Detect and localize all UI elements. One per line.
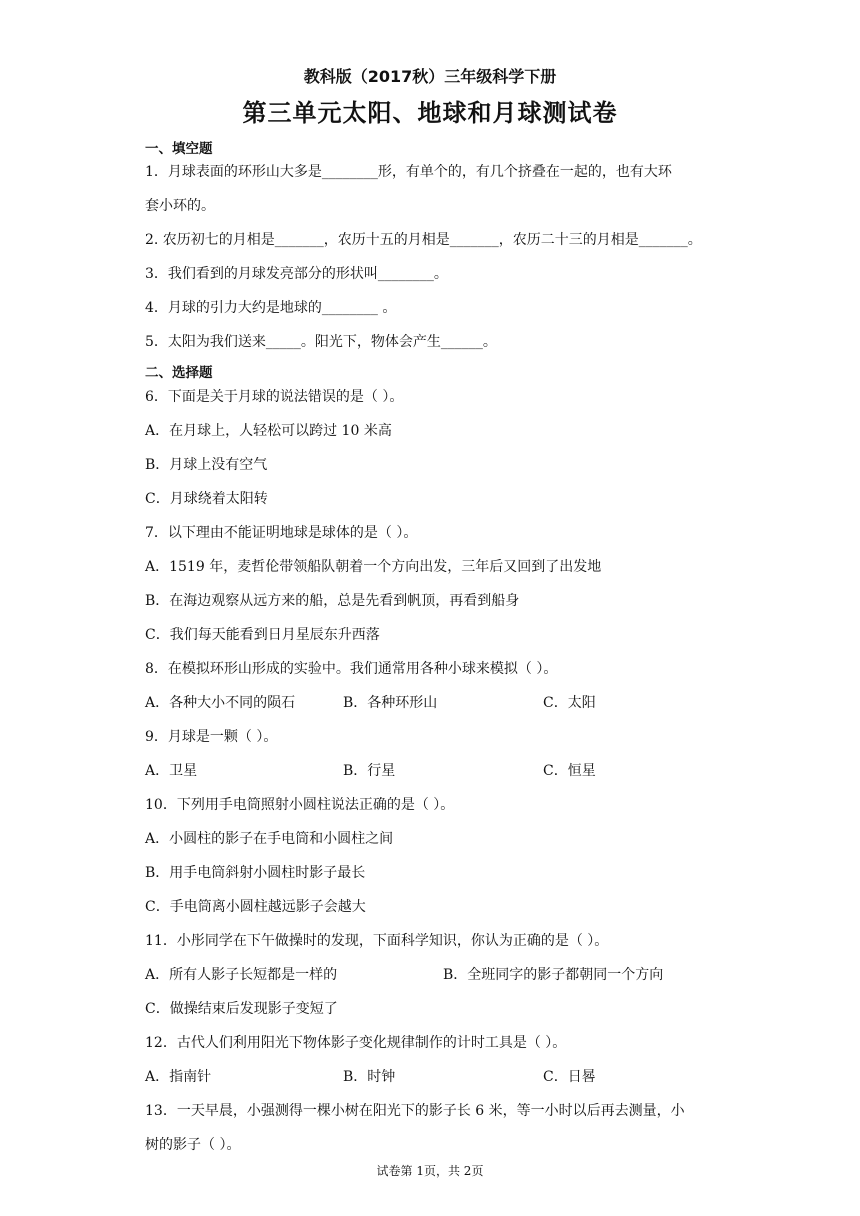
question-2: 2. 农历初七的月相是_______，农历十五的月相是_______，农历二十三的月相是_______。: [145, 232, 702, 248]
question-10-option-c: C．手电筒离小圆柱越远影子会越大: [145, 899, 366, 915]
question-6-option-a: A．在月球上，人轻松可以跨过 10 米高: [145, 423, 392, 439]
question-10-option-b: B．用手电筒斜射小圆柱时影子最长: [145, 865, 366, 881]
question-7-option-a: A．1519 年，麦哲伦带领船队朝着一个方向出发，三年后又回到了出发地: [145, 559, 602, 575]
question-4: 4．月球的引力大约是地球的________ 。: [145, 300, 397, 316]
question-11-option-b: B．全班同字的影子都朝同一个方向: [443, 967, 664, 983]
question-11-option-c: C．做操结束后发现影子变短了: [145, 1001, 338, 1017]
question-13-stem-line-1: 13．一天早晨，小强测得一棵小树在阳光下的影子长 6 米，等一小时以后再去测量，小: [145, 1103, 685, 1119]
question-1-line-1: 1．月球表面的环形山大多是________形，有单个的，有几个挤叠在一起的，也有大环: [145, 164, 672, 180]
question-10-stem: 10．下列用手电筒照射小圆柱说法正确的是（ ）。: [145, 797, 455, 813]
question-13-stem-line-2: 树的影子（ ）。: [145, 1137, 241, 1153]
question-9-stem: 9．月球是一颗（ ）。: [145, 729, 278, 745]
question-1-line-2: 套小环的。: [145, 198, 215, 214]
question-12-option-b: B．时钟: [343, 1069, 396, 1085]
question-7-stem: 7．以下理由不能证明地球是球体的是（ ）。: [145, 525, 418, 541]
question-6-stem: 6．下面是关于月球的说法错误的是（ ）。: [145, 389, 404, 405]
question-12-stem: 12．古代人们利用阳光下物体影子变化规律制作的计时工具是（ ）。: [145, 1035, 567, 1051]
exam-title: 第三单元太阳、地球和月球测试卷: [242, 99, 618, 127]
question-8-option-c: C．太阳: [543, 695, 596, 711]
question-6-option-b: B．月球上没有空气: [145, 457, 268, 473]
question-6-option-c: C．月球绕着太阳转: [145, 491, 268, 507]
question-11-option-a: A．所有人影子长短都是一样的: [145, 967, 338, 983]
question-3: 3．我们看到的月球发亮部分的形状叫________。: [145, 266, 448, 282]
question-9-option-b: B．行星: [343, 763, 396, 779]
question-5: 5．太阳为我们送来_____。阳光下，物体会产生______。: [145, 334, 497, 350]
section-heading-choice: 二、选择题: [145, 365, 213, 381]
question-12-option-a: A．指南针: [145, 1069, 212, 1085]
question-9-option-a: A．卫星: [145, 763, 198, 779]
exam-subtitle: 教科版（2017秋）三年级科学下册: [303, 67, 557, 86]
question-7-option-c: C．我们每天能看到日月星辰东升西落: [145, 627, 380, 643]
question-7-option-b: B．在海边观察从远方来的船，总是先看到帆顶，再看到船身: [145, 593, 520, 609]
question-8-option-b: B．各种环形山: [343, 695, 438, 711]
question-10-option-a: A．小圆柱的影子在手电筒和小圆柱之间: [145, 831, 394, 847]
question-9-option-c: C．恒星: [543, 763, 596, 779]
question-11-stem: 11．小彤同学在下午做操时的发现，下面科学知识，你认为正确的是（ ）。: [145, 933, 609, 949]
question-8-option-a: A．各种大小不同的陨石: [145, 695, 296, 711]
question-8-stem: 8．在模拟环形山形成的实验中。我们通常用各种小球来模拟（ ）。: [145, 661, 558, 677]
section-heading-fill: 一、填空题: [145, 141, 213, 157]
page-footer: 试卷第 1页，共 2页: [376, 1164, 484, 1178]
question-12-option-c: C．日晷: [543, 1069, 596, 1085]
